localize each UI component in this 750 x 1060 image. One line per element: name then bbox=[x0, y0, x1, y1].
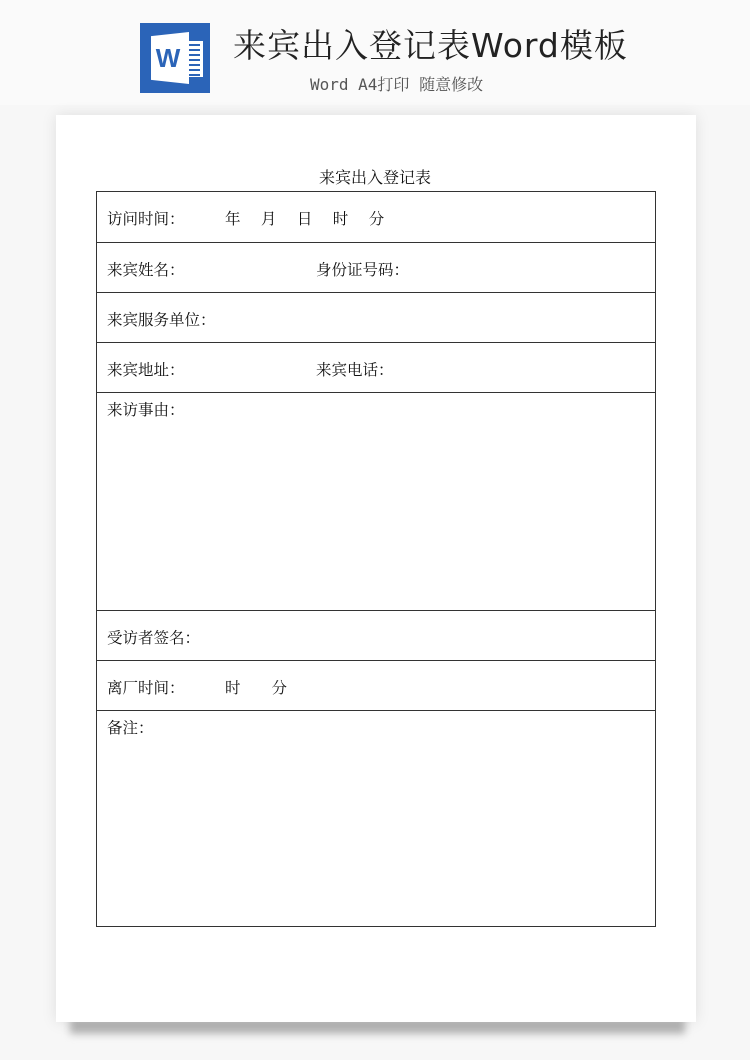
host-signature-label: 受访者签名： bbox=[107, 629, 201, 647]
row-visitor-address[interactable] bbox=[97, 342, 655, 392]
visit-time-fields: 年 月 日 时 分 bbox=[225, 210, 385, 228]
banner-title: 来宾出入登记表Word模板 bbox=[233, 26, 628, 65]
visit-reason-label: 来访事由： bbox=[107, 401, 185, 419]
row-departure-time[interactable] bbox=[97, 660, 655, 710]
id-number-label: 身份证号码： bbox=[316, 261, 410, 279]
visitor-company-label: 来宾服务单位： bbox=[107, 311, 216, 329]
row-host-signature[interactable] bbox=[97, 610, 655, 660]
row-remarks[interactable] bbox=[97, 710, 655, 926]
row-visit-time[interactable] bbox=[97, 192, 655, 242]
visitor-name-label: 来宾姓名： bbox=[107, 261, 185, 279]
logo-letter: W bbox=[155, 43, 181, 73]
registration-form-table bbox=[96, 191, 656, 927]
document-title: 来宾出入登记表 bbox=[318, 168, 431, 187]
departure-time-label: 离厂时间： bbox=[107, 679, 185, 697]
row-visitor-name[interactable] bbox=[97, 242, 655, 292]
row-visit-reason[interactable] bbox=[97, 392, 655, 610]
visit-time-label: 访问时间： bbox=[107, 210, 185, 228]
banner-subtitle: Word A4打印 随意修改 bbox=[310, 75, 484, 94]
departure-time-fields: 时 分 bbox=[225, 679, 288, 697]
row-visitor-company[interactable] bbox=[97, 292, 655, 342]
banner bbox=[0, 0, 750, 105]
microsoft-word-icon bbox=[140, 23, 210, 93]
visitor-address-label: 来宾地址： bbox=[107, 361, 185, 379]
remarks-label: 备注： bbox=[107, 719, 154, 737]
visitor-phone-label: 来宾电话： bbox=[316, 361, 394, 379]
